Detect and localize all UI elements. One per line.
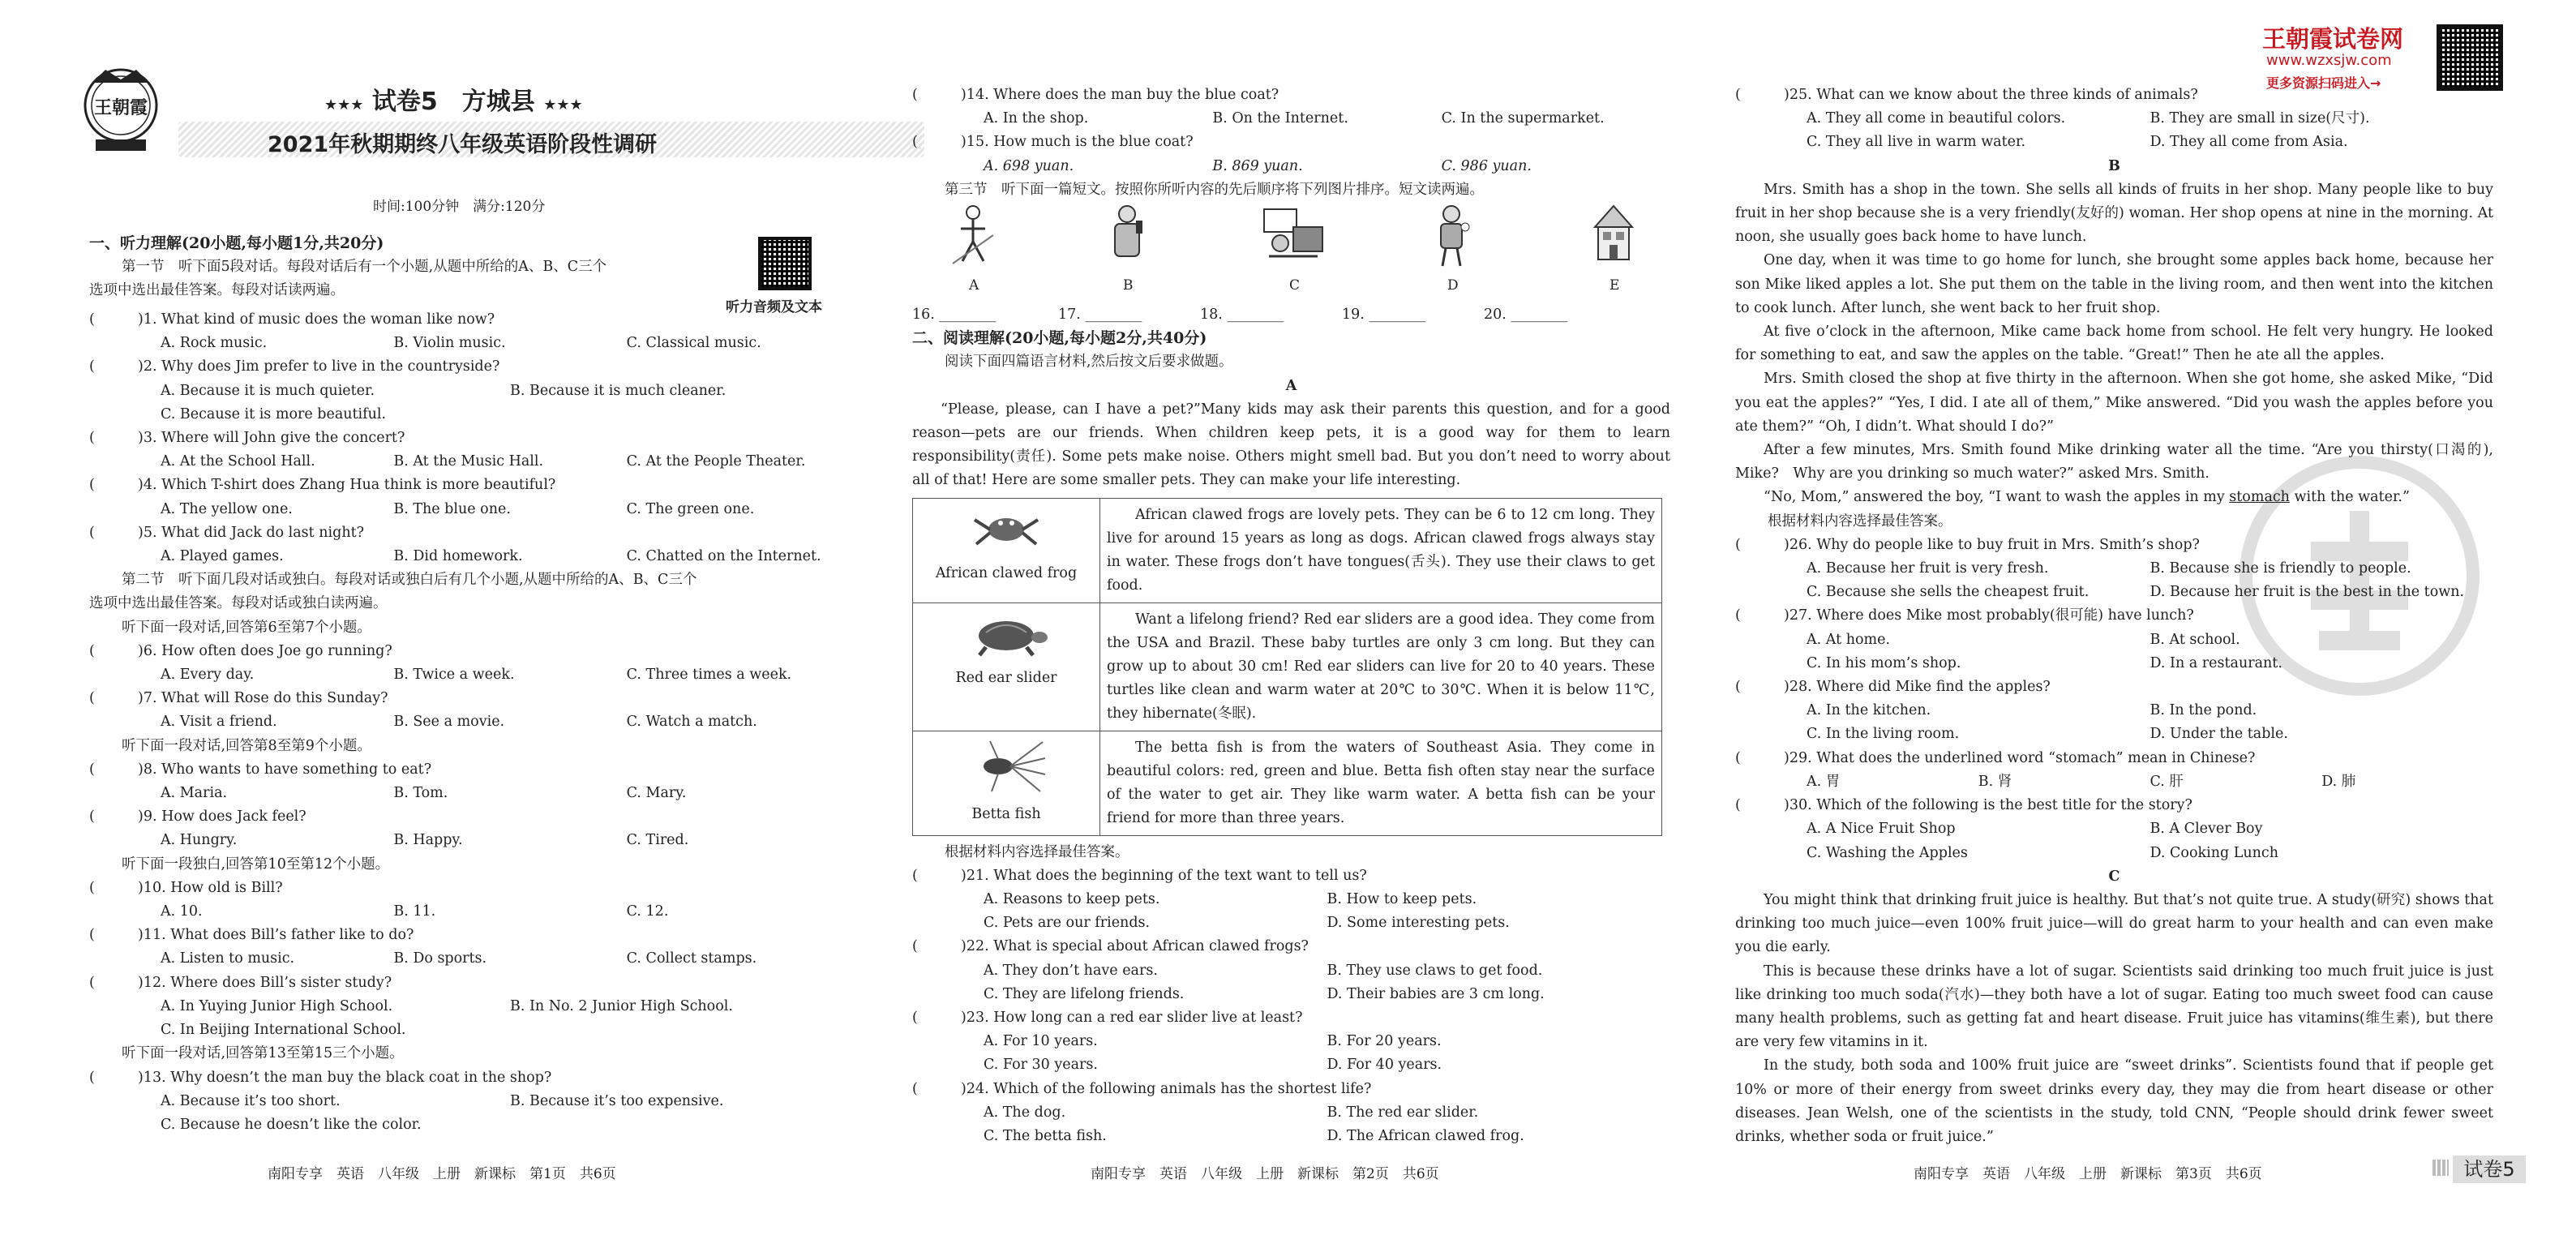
table-row	[913, 602, 1662, 731]
question-5[interactable]: ( )5. What did Jack do last night?	[89, 524, 365, 541]
question-3[interactable]: ( )3. Where will John give the concert?	[89, 430, 405, 447]
option[interactable]: C. Mary.	[626, 785, 687, 802]
question-29[interactable]: ( )29. What does the underlined word “stomach” mean in Chinese?	[1735, 749, 2256, 766]
option[interactable]: C. Three times a week.	[626, 667, 792, 684]
pic-label: D	[1447, 277, 1459, 294]
paper-title	[324, 81, 583, 117]
question-27[interactable]: ( )27. Where does Mike most probably(很可能) have lunch?	[1735, 607, 2194, 624]
option[interactable]: A. At the School Hall.	[161, 453, 315, 470]
option[interactable]: B. Tom.	[393, 785, 448, 802]
option[interactable]: C. Chatted on the Internet.	[626, 548, 821, 565]
option[interactable]: C. 12.	[626, 903, 669, 920]
option[interactable]: D. 肺	[2321, 773, 2356, 790]
page-footer: 南阳专享 英语 八年级 上册 新课标 第1页 共6页	[268, 1166, 616, 1182]
passage-b-label: B	[2108, 157, 2120, 174]
section2-intro: 阅读下面四篇语言材料,然后按文后要求做题。	[945, 354, 1233, 371]
option[interactable]: B. A Clever Boy	[2150, 821, 2263, 838]
question-21[interactable]: ( )21. What does the beginning of the text want to tell us?	[912, 867, 1367, 884]
option[interactable]: C. Watch a match.	[626, 714, 757, 731]
option[interactable]: A. 胃	[1807, 773, 1841, 790]
option[interactable]: D. Some interesting pets.	[1327, 915, 1510, 932]
question-14[interactable]: ( )14. Where does the man buy the blue coat?	[912, 87, 1279, 103]
option[interactable]: D. Under the table.	[2150, 726, 2288, 743]
question-6[interactable]: ( )6. How often does Joe go running?	[89, 642, 392, 659]
instruction-a: 根据材料内容选择最佳答案。	[945, 843, 1129, 860]
option[interactable]: B. See a movie.	[393, 714, 505, 731]
option[interactable]: A. For 10 years.	[984, 1033, 1098, 1050]
passage-b-p5: After a few minutes, Mrs. Smith found Mike drinking water all the time. “Are you thirsty(口渴的), Mike? Why are you drinking so much water?” asked Mrs. Smith.	[1735, 442, 2493, 482]
option[interactable]: D. They all come from Asia.	[2150, 134, 2348, 151]
subtitle: 2021年秋期期终八年级英语阶段性调研	[268, 132, 658, 157]
question-23[interactable]: ( )23. How long can a red ear slider live at least?	[912, 1010, 1303, 1027]
option[interactable]: C. Tired.	[626, 832, 689, 849]
passage-b-p3: At five o’clock in the afternoon, Mike came back home from school. He felt very hungry. He looked for something to eat, and saw the apples on the table. “Great!” Then he ate all the apples.	[1735, 324, 2493, 364]
passage-a-p1: “Please, please, can I have a pet?”Many kids may ask their parents this question, and for a good reason—pets are our friends. When children keep pets, it is a good way for them to learn responsibility(责任). Some pets make noise. Others might smell bad. But you don’t need to worry about all of that! Here are some smaller pets. They can make your life interesting.	[912, 401, 1670, 489]
passage-b-p2: One day, when it was time to go home for lunch, she brought some apples back home, because her son Mike liked apples a lot. She put them on the table in the living room, and then went into the kitchen to cook lunch. After lunch, she went back to her fruit shop.	[1735, 252, 2493, 316]
option[interactable]: A. The dog.	[984, 1104, 1066, 1121]
option[interactable]: A. In the shop.	[984, 110, 1089, 127]
instruction-b: 根据材料内容选择最佳答案。	[1768, 512, 1952, 530]
option[interactable]: B. Because it is much cleaner.	[510, 382, 727, 399]
option[interactable]: B. For 20 years.	[1327, 1033, 1442, 1050]
option[interactable]: C. The green one.	[626, 500, 755, 517]
option[interactable]: B. On the Internet.	[1212, 110, 1348, 127]
page-2	[912, 0, 1670, 1235]
option[interactable]: D. Cooking Lunch	[2150, 844, 2278, 861]
section2-title: 二、阅读理解(20小题,每小题2分,共40分)	[912, 329, 1207, 348]
option[interactable]: A. They all come in beautiful colors.	[1807, 110, 2066, 127]
option[interactable]: A. Every day.	[161, 667, 255, 684]
qr-code[interactable]	[758, 237, 812, 290]
option[interactable]: B. How to keep pets.	[1327, 891, 1477, 908]
blank-17[interactable]: 17. ________	[1058, 307, 1142, 323]
option[interactable]: A. Because it’s too short.	[161, 1092, 341, 1109]
option[interactable]: B. Did homework.	[393, 548, 523, 565]
blank-16[interactable]: 16. ________	[912, 307, 997, 323]
option[interactable]: C. In his mom’s shop.	[1807, 654, 1961, 671]
group-10-12: 听下面一段独白,回答第10至第12个小题。	[122, 855, 390, 873]
passage-b-p6: “No, Mom,” answered the boy, “I want to wash the apples in my stomach with the water.”	[1764, 489, 2410, 506]
pet-description: African clawed frogs are lovely pets. They can be 6 to 12 cm long. They live for around 15 years as long as dogs. African clawed frogs always stay in water. These frogs don’t have tongues(舌头). They use their claws to get food.	[1100, 498, 1662, 602]
logo-text: 王朝霞	[93, 97, 148, 118]
question-15[interactable]: ( )15. How much is the blue coat?	[912, 134, 1194, 151]
part2-intro-2: 选项中选出最佳答案。每段对话或独白读两遍。	[89, 595, 388, 612]
question-22[interactable]: ( )22. What is special about African clawed frogs?	[912, 938, 1309, 955]
option[interactable]: C. Because it is more beautiful.	[161, 405, 387, 422]
passage-c-p2: This is because these drinks have a lot of sugar. Scientists said drinking too much fruit juice is just like drinking too much soda(汽水)—they both have a lot of sugar. Eating too much sweet food can cause many health problems, such as getting fat and heart disease. Fruit juice has vitamins(维生素), but there are very few vitamins in it.	[1735, 963, 2493, 1051]
option[interactable]: A. In Yuying Junior High School.	[161, 997, 393, 1014]
question-24[interactable]: ( )24. Which of the following animals has the shortest life?	[912, 1080, 1372, 1097]
option[interactable]: A. Because it is much quieter.	[161, 382, 375, 399]
corner-squares	[2432, 1160, 2449, 1176]
brand-more: 更多资源扫码进入→	[2266, 75, 2381, 91]
option[interactable]: C. 肝	[2150, 773, 2184, 790]
logo	[81, 65, 161, 154]
option[interactable]: B. In No. 2 Junior High School.	[510, 997, 733, 1014]
brand-name: 王朝霞试卷网	[2262, 25, 2404, 53]
passage-c-p1: You might think that drinking fruit juice is healthy. But that’s not quite true. A study(研究) shows that drinking too much juice—even 100% fruit juice—will do great harm to your health and can even make you die early.	[1735, 891, 2493, 956]
option[interactable]: B. 肾	[1978, 773, 2012, 790]
passage-b-p4: Mrs. Smith closed the shop at five thirty in the afternoon. When she got home, she asked Mike, “Did you eat the apples?” “Yes, I did. I ate all of them,” Mike answered. “Did you wash the apples before you ate them?” “Oh, I didn’t. What should I do?”	[1735, 371, 2493, 435]
table-row	[913, 731, 1662, 835]
picture-b-icon	[1099, 203, 1155, 268]
passage-a-label: A	[1285, 377, 1297, 394]
option[interactable]: C. For 30 years.	[984, 1057, 1098, 1074]
option[interactable]: B. Because she is friendly to people.	[2150, 560, 2411, 577]
pic-label: B	[1123, 277, 1134, 294]
option[interactable]: A. At home.	[1807, 631, 1891, 648]
option[interactable]: C. In the supermarket.	[1441, 110, 1605, 127]
qr-caption: 听力音频及文本	[726, 299, 822, 315]
option[interactable]: A. 698 yuan.	[984, 157, 1074, 174]
page-footer: 南阳专享 英语 八年级 上册 新课标 第2页 共6页	[1091, 1166, 1439, 1182]
question-30[interactable]: ( )30. Which of the following is the best title for the story?	[1735, 797, 2192, 814]
option[interactable]: C. In Beijing International School.	[161, 1022, 406, 1039]
answer-blanks	[912, 303, 1670, 327]
time-info: 时间:100分钟 满分:120分	[373, 199, 546, 215]
underlined-word: stomach	[2229, 489, 2290, 506]
option[interactable]: A. Listen to music.	[161, 950, 295, 967]
picture-row	[945, 203, 1658, 300]
question-4[interactable]: ( )4. Which T-shirt does Zhang Hua think is more beautiful?	[89, 477, 556, 494]
page-footer: 南阳专享 英语 八年级 上册 新课标 第3页 共6页	[1914, 1166, 2262, 1182]
option[interactable]: C. Because he doesn’t like the color.	[161, 1116, 422, 1133]
option[interactable]: A. Hungry.	[161, 832, 238, 849]
option[interactable]: D. The African clawed frog.	[1327, 1128, 1524, 1145]
option[interactable]: A. 10.	[161, 903, 203, 920]
part2-intro-1: 第二节 听下面几段对话或独白。每段对话或独白后有几个小题,从题中所给的A、B、C三个	[122, 572, 697, 589]
passage-b-p1: Mrs. Smith has a shop in the town. She sells all kinds of fruits in her shop. Many people like to buy fruit in her shop because she is a very friendly(友好的) woman. Her shop opens at nine in the morning. At noon, she usually goes back home to have lunch.	[1735, 181, 2493, 246]
group-13-15: 听下面一段对话,回答第13至第15三个小题。	[122, 1045, 404, 1062]
picture-c-icon	[1261, 203, 1326, 268]
group-8-9: 听下面一段对话,回答第8至第9个小题。	[122, 737, 371, 754]
part3-intro: 第三节 听下面一篇短文。按照你所听内容的先后顺序将下列图片排序。短文读两遍。	[945, 181, 1484, 198]
passage-c-p3: In the study, both soda and 100% fruit juice are “sweet drinks”. Scientists found that if people get 10% or more of their energy from sweet drinks every day, they may die from heart disease or other diseases. Jean Welsh, one of the scientists in the study, told CNN, “People should drink fewer sweet drinks, whether soda or fruit juice.”	[1735, 1057, 2493, 1145]
question-10[interactable]: ( )10. How old is Bill?	[89, 879, 283, 896]
question-13[interactable]: ( )13. Why doesn’t the man buy the black coat in the shop?	[89, 1069, 552, 1086]
section1-title: 一、听力理解(20小题,每小题1分,共20分)	[89, 234, 384, 252]
option[interactable]: D. For 40 years.	[1327, 1057, 1442, 1074]
question-12[interactable]: ( )12. Where does Bill’s sister study?	[89, 974, 392, 991]
question-26[interactable]: ( )26. Why do people like to buy fruit in Mrs. Smith’s shop?	[1735, 536, 2200, 553]
option[interactable]: B. They are small in size(尺寸).	[2150, 110, 2370, 127]
question-1[interactable]: ( )1. What kind of music does the woman like now?	[89, 311, 495, 328]
question-28[interactable]: ( )28. Where did Mike find the apples?	[1735, 679, 2051, 696]
option[interactable]: A. In the kitchen.	[1807, 702, 1931, 719]
blank-20[interactable]: 20. ________	[1484, 307, 1568, 323]
table-row	[913, 498, 1662, 602]
part1-intro-1: 第一节 听下面5段对话。每段对话后有一个小题,从题中所给的A、B、C三个	[122, 259, 607, 276]
option[interactable]: B. Happy.	[393, 832, 463, 849]
option[interactable]: C. Because she sells the cheapest fruit.	[1807, 584, 2090, 601]
option[interactable]: A. They don’t have ears.	[984, 962, 1158, 979]
corner-label: 试卷5	[2453, 1156, 2526, 1183]
brand-qr-code[interactable]	[2437, 24, 2503, 91]
option[interactable]: D. Because her fruit is the best in the town.	[2150, 584, 2465, 601]
question-25[interactable]: ( )25. What can we know about the three kinds of animals?	[1735, 87, 2198, 103]
option[interactable]: A. Maria.	[161, 785, 228, 802]
option[interactable]: C. They all live in warm water.	[1807, 134, 2026, 151]
group-6-7: 听下面一段对话,回答第6至第7个小题。	[122, 619, 371, 636]
picture-d-icon	[1423, 203, 1480, 268]
passage-c-label: C	[2108, 868, 2120, 885]
option[interactable]: D. In a restaurant.	[2150, 654, 2282, 671]
stars-right: ★★★	[543, 96, 583, 114]
option[interactable]: A. Rock music.	[161, 335, 268, 352]
option[interactable]: C. They are lifelong friends.	[984, 985, 1185, 1002]
question-2[interactable]: ( )2. Why does Jim prefer to live in the countryside?	[89, 358, 500, 375]
brand-url[interactable]: www.wzxsjw.com	[2266, 52, 2392, 69]
option[interactable]: C. The betta fish.	[984, 1128, 1107, 1145]
question-9[interactable]: ( )9. How does Jack feel?	[89, 808, 306, 825]
page-3	[1735, 0, 2515, 1235]
pet-description: Want a lifelong friend? Red ear sliders are a good idea. They come from the USA and Brazil. These baby turtles are only 3 cm long. But they can grow up to about 30 cm! Red ear sliders can live for 20 to 40 years. These turtles like clean and warm water at 20℃ to 30℃. When it is below 11℃, they hibernate(冬眠).	[1100, 602, 1662, 731]
option[interactable]: B. At school.	[2150, 631, 2240, 648]
pic-label: E	[1609, 277, 1620, 294]
option[interactable]: C. In the living room.	[1807, 726, 1960, 743]
option[interactable]: C. Collect stamps.	[626, 950, 757, 967]
option[interactable]: C. 986 yuan.	[1441, 157, 1532, 174]
option[interactable]: A. The yellow one.	[161, 500, 293, 517]
option[interactable]: B. Because it’s too expensive.	[510, 1092, 724, 1109]
option[interactable]: A. A Nice Fruit Shop	[1807, 821, 1956, 838]
option[interactable]: B. Do sports.	[393, 950, 487, 967]
option[interactable]: A. Reasons to keep pets.	[984, 891, 1160, 908]
option[interactable]: B. 869 yuan.	[1212, 157, 1303, 174]
option[interactable]: B. 11.	[393, 903, 436, 920]
part1-intro-2: 选项中选出最佳答案。每段对话读两遍。	[89, 282, 345, 299]
option[interactable]: B. The blue one.	[393, 500, 511, 517]
pet-name: African clawed frog	[935, 564, 1078, 581]
blank-19[interactable]: 19. ________	[1342, 307, 1426, 323]
option[interactable]: C. Pets are our friends.	[984, 915, 1151, 932]
pic-label: C	[1289, 277, 1301, 294]
question-8[interactable]: ( )8. Who wants to have something to eat?	[89, 761, 432, 778]
paper-label: 试卷5 方城县	[371, 88, 535, 116]
option[interactable]: B. The red ear slider.	[1327, 1104, 1479, 1121]
option[interactable]: B. Violin music.	[393, 335, 506, 352]
option[interactable]: B. In the pond.	[2150, 702, 2257, 719]
option[interactable]: B. Twice a week.	[393, 667, 515, 684]
option[interactable]: C. Classical music.	[626, 335, 761, 352]
option[interactable]: C. At the People Theater.	[626, 453, 806, 470]
question-7[interactable]: ( )7. What will Rose do this Sunday?	[89, 690, 388, 707]
turtle-icon	[962, 610, 1051, 658]
questions-1	[89, 308, 859, 1137]
option[interactable]: C. Washing the Apples	[1807, 844, 1968, 861]
page-1	[81, 0, 851, 1235]
option[interactable]: B. They use claws to get food.	[1327, 962, 1543, 979]
fish-icon	[966, 738, 1047, 795]
picture-e-icon	[1585, 203, 1642, 268]
pic-label: A	[969, 277, 979, 294]
listening-section	[89, 232, 722, 303]
picture-a-icon	[945, 203, 1001, 268]
blank-18[interactable]: 18. ________	[1200, 307, 1284, 323]
option[interactable]: A. Visit a friend.	[161, 714, 277, 731]
option[interactable]: D. Their babies are 3 cm long.	[1327, 985, 1545, 1002]
pet-name: Red ear slider	[955, 669, 1057, 686]
stars-left: ★★★	[324, 96, 364, 114]
question-11[interactable]: ( )11. What does Bill’s father like to do?	[89, 927, 414, 944]
pets-table	[912, 498, 1662, 836]
option[interactable]: B. At the Music Hall.	[393, 453, 544, 470]
frog-icon	[970, 505, 1043, 554]
option[interactable]: A. Played games.	[161, 548, 284, 565]
pet-description: The betta fish is from the waters of Southeast Asia. They come in beautiful colors: red, green and blue. Betta fish often stay near the surface of the water to get air. They like warm water. A betta fish can be your friend for more than three years.	[1100, 731, 1662, 835]
option[interactable]: A. Because her fruit is very fresh.	[1807, 560, 2049, 577]
pet-name: Betta fish	[971, 805, 1041, 822]
